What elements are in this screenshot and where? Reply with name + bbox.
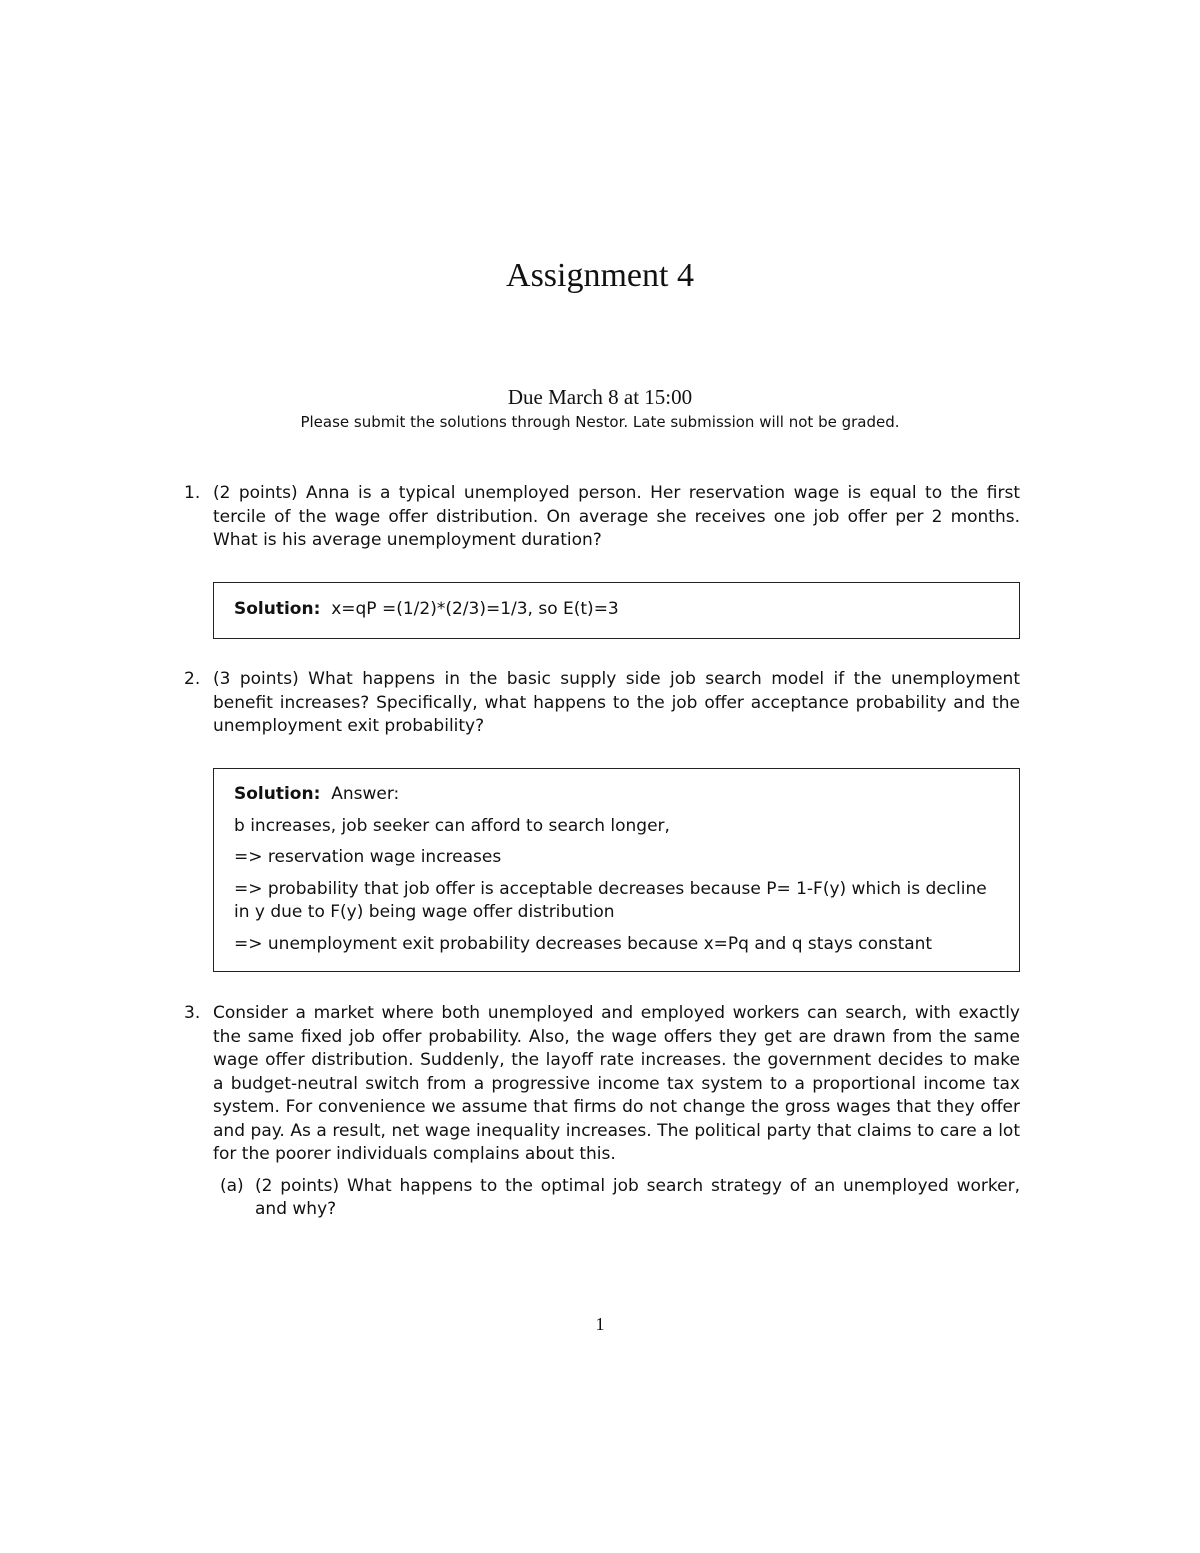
question-2 xyxy=(184,668,1020,739)
part-text: (2 points) What happens to the optimal job search strategy of an unemployed worker, and why? xyxy=(255,1175,1020,1219)
question-1 xyxy=(184,482,1020,553)
part-label: (a) xyxy=(220,1175,244,1196)
solution-line: => reservation wage increases xyxy=(234,847,502,867)
question-text: Consider a market where both unemployed and employed workers can search, with exactly the same fixed job offer probability. Also, the wage offers they get are drawn from the same wage offer distribution. Suddenly, the layoff rate increases. the government decides to make a budget-neutral switch from a progressive income tax system to a proportional income tax system. For convenience we assume that firms do not change the gross wages that they offer and pay. As a result, net wage inequality increases. The political party that claims to care a lot for the poorer individuals complains about this. xyxy=(213,1003,1020,1164)
solution-line: => probability that job offer is acceptable decreases because P= 1-F(y) which is decline in y due to F(y) being wage offer distribution xyxy=(234,878,987,922)
submission-note: Please submit the solutions through Nestor. Late submission will not be graded. xyxy=(300,413,900,431)
solution-label: Solution: xyxy=(234,599,321,619)
solution-label: Solution: xyxy=(234,784,321,804)
document-title: Assignment 4 xyxy=(506,257,694,294)
due-date: Due March 8 at 15:00 xyxy=(507,385,693,409)
question-text: (3 points) What happens in the basic supply side job search model if the unemployment benefit increases? Specifically, what happens to the job offer acceptance probability and the unemployment exit probability? xyxy=(213,669,1020,736)
solution-line: => unemployment exit probability decreases because x=Pq and q stays constant xyxy=(234,933,933,954)
question-number: 3. xyxy=(184,1003,201,1023)
question-3 xyxy=(184,1002,1020,1222)
question-number: 1. xyxy=(184,483,201,503)
solution-line: x=qP =(1/2)*(2/3)=1/3, so E(t)=3 xyxy=(331,599,619,619)
solution-line: b increases, job seeker can afford to search longer, xyxy=(234,815,670,836)
solution-box-2 xyxy=(213,768,1020,972)
question-number: 2. xyxy=(184,669,201,689)
question-text: (2 points) Anna is a typical unemployed person. Her reservation wage is equal to the first tercile of the wage offer distribution. On average she receives one job offer per 2 months. What is his average unemployment duration? xyxy=(213,483,1020,550)
solution-box-1 xyxy=(213,582,1020,639)
question-3a xyxy=(213,1175,1020,1222)
solution-line: Answer: xyxy=(331,784,400,804)
page-number: 1 xyxy=(595,1314,605,1334)
